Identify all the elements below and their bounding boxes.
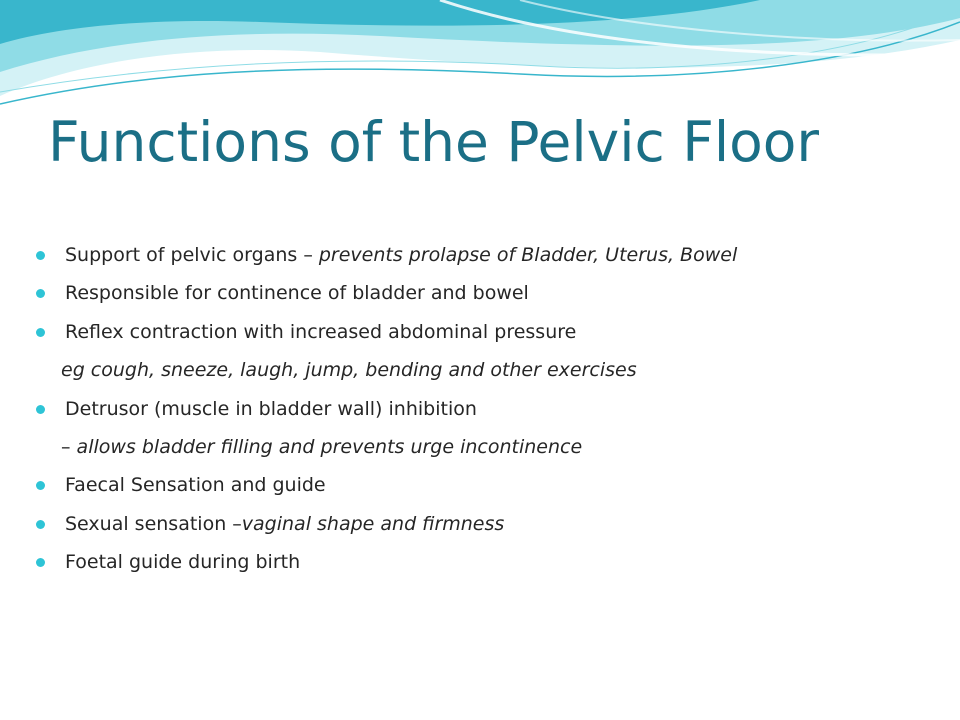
item-text: Support of pelvic organs – xyxy=(65,244,319,266)
item-emphasis: prevents prolapse of Bladder, Uterus, Bowel xyxy=(318,244,738,266)
item-text: – xyxy=(61,435,77,458)
bullet-dot-icon xyxy=(36,251,45,260)
bullet-dot-icon xyxy=(36,481,45,490)
bullet-dot-icon xyxy=(36,289,45,298)
item-emphasis: allows bladder filling and prevents urge incontinence xyxy=(76,435,583,458)
decorative-wave-banner xyxy=(0,0,960,120)
list-item-continuation xyxy=(36,428,936,466)
list-item xyxy=(36,313,936,351)
list-item xyxy=(36,543,936,581)
list-item-continuation xyxy=(36,351,936,389)
item-text: Reflex contraction with increased abdominal pressure xyxy=(65,320,577,343)
item-text: Faecal Sensation and guide xyxy=(65,474,326,497)
list-item xyxy=(36,236,936,274)
bullet-dot-icon xyxy=(36,328,45,337)
item-text: Responsible for continence of bladder and bowel xyxy=(65,282,529,305)
item-text: Foetal guide during birth xyxy=(65,551,301,574)
list-item xyxy=(36,390,936,428)
item-text: Sexual sensation – xyxy=(65,512,242,535)
list-item xyxy=(36,274,936,312)
bullet-list xyxy=(36,236,936,582)
item-text: Detrusor (muscle in bladder wall) inhibition xyxy=(65,397,477,420)
bullet-dot-icon xyxy=(36,520,45,529)
list-item xyxy=(36,466,936,504)
bullet-dot-icon xyxy=(36,405,45,414)
slide-title: Functions of the Pelvic Floor xyxy=(48,110,820,174)
item-emphasis: vaginal shape and firmness xyxy=(241,512,505,535)
list-item xyxy=(36,505,936,543)
item-emphasis: eg cough, sneeze, laugh, jump, bending and other exercises xyxy=(61,359,637,382)
bullet-dot-icon xyxy=(36,558,45,567)
